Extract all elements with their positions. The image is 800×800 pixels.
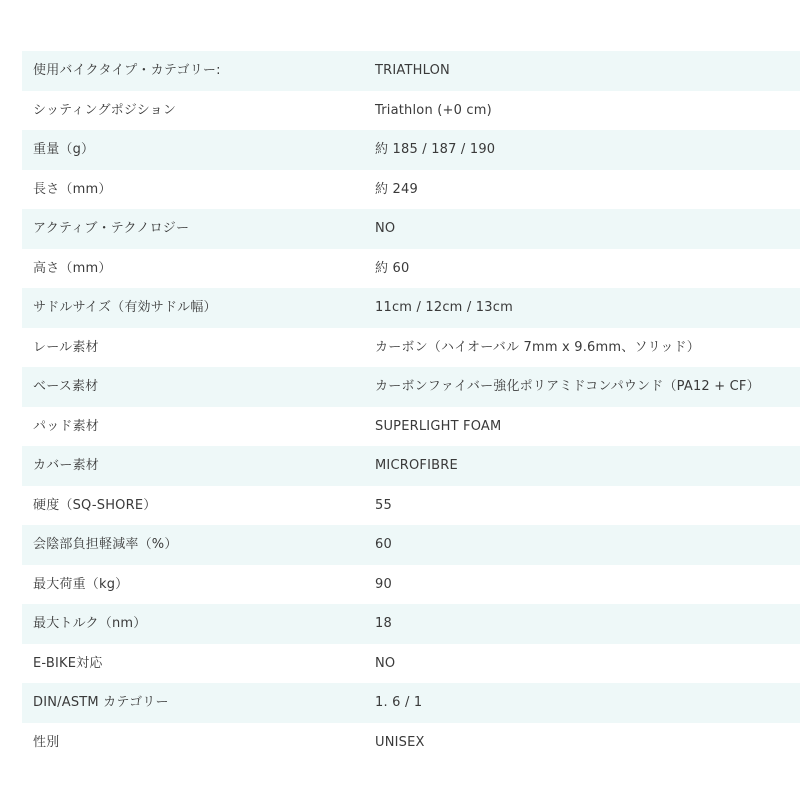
spec-label: シッティングポジション bbox=[33, 102, 177, 118]
spec-label: 性別 bbox=[33, 734, 60, 750]
table-row bbox=[22, 288, 800, 328]
spec-label: ベース素材 bbox=[33, 379, 99, 394]
spec-label: 高さ（mm） bbox=[33, 260, 112, 276]
spec-value: 90 bbox=[375, 576, 392, 592]
spec-value: カーボン（ハイオーバル 7mm x 9.6mm、ソリッド） bbox=[375, 339, 700, 355]
spec-value: カーボンファイバー強化ポリアミドコンパウンド（PA12 + CF） bbox=[375, 379, 760, 394]
spec-label: 重量（g） bbox=[33, 142, 95, 157]
table-row bbox=[22, 723, 800, 763]
table-row bbox=[22, 604, 800, 644]
spec-label: カバー素材 bbox=[33, 458, 100, 473]
table-row bbox=[22, 130, 800, 170]
spec-label: アクティブ・テクノロジー bbox=[33, 221, 190, 236]
spec-label: 最大荷重（kg） bbox=[33, 576, 129, 592]
table-row bbox=[22, 565, 800, 605]
table-row bbox=[22, 51, 800, 91]
spec-value: NO bbox=[375, 655, 396, 671]
spec-label: サドルサイズ（有効サドル幅） bbox=[33, 300, 217, 315]
spec-value: 60 bbox=[375, 537, 392, 552]
spec-value: TRIATHLON bbox=[375, 63, 450, 78]
table-row bbox=[22, 525, 800, 565]
spec-value: 1. 6 / 1 bbox=[375, 695, 423, 710]
spec-value: Triathlon (+0 cm) bbox=[375, 102, 492, 118]
spec-label: DIN/ASTM カテゴリー bbox=[33, 695, 169, 710]
table-row bbox=[22, 486, 800, 526]
table-row bbox=[22, 91, 800, 131]
spec-value: SUPERLIGHT FOAM bbox=[375, 418, 502, 434]
spec-label: パッド素材 bbox=[33, 418, 100, 434]
table-row bbox=[22, 209, 800, 249]
spec-value: MICROFIBRE bbox=[375, 458, 458, 473]
spec-value: 11cm / 12cm / 13cm bbox=[375, 300, 513, 315]
spec-label: 使用バイクタイプ・カテゴリー: bbox=[33, 63, 221, 78]
table-row bbox=[22, 446, 800, 486]
table-row bbox=[22, 407, 800, 447]
table-row bbox=[22, 367, 800, 407]
spec-label: E-BIKE対応 bbox=[33, 655, 103, 671]
spec-label: 硬度（SQ-SHORE） bbox=[33, 497, 157, 513]
spec-label: レール素材 bbox=[33, 339, 99, 355]
spec-value: 約 249 bbox=[375, 181, 418, 197]
spec-value: NO bbox=[375, 221, 396, 236]
spec-table bbox=[22, 51, 800, 762]
spec-label: 長さ（mm） bbox=[33, 181, 112, 197]
spec-value: 約 185 / 187 / 190 bbox=[375, 142, 496, 157]
spec-label: 最大トルク（nm） bbox=[33, 616, 147, 631]
table-row bbox=[22, 249, 800, 289]
spec-value: UNISEX bbox=[375, 734, 425, 750]
spec-table-body bbox=[22, 51, 800, 762]
spec-value: 約 60 bbox=[375, 260, 410, 276]
table-row bbox=[22, 170, 800, 210]
table-row bbox=[22, 328, 800, 368]
spec-value: 55 bbox=[375, 497, 392, 513]
spec-label: 会陰部負担軽減率（%） bbox=[33, 537, 178, 552]
spec-value: 18 bbox=[375, 616, 392, 631]
table-row bbox=[22, 644, 800, 684]
table-row bbox=[22, 683, 800, 723]
